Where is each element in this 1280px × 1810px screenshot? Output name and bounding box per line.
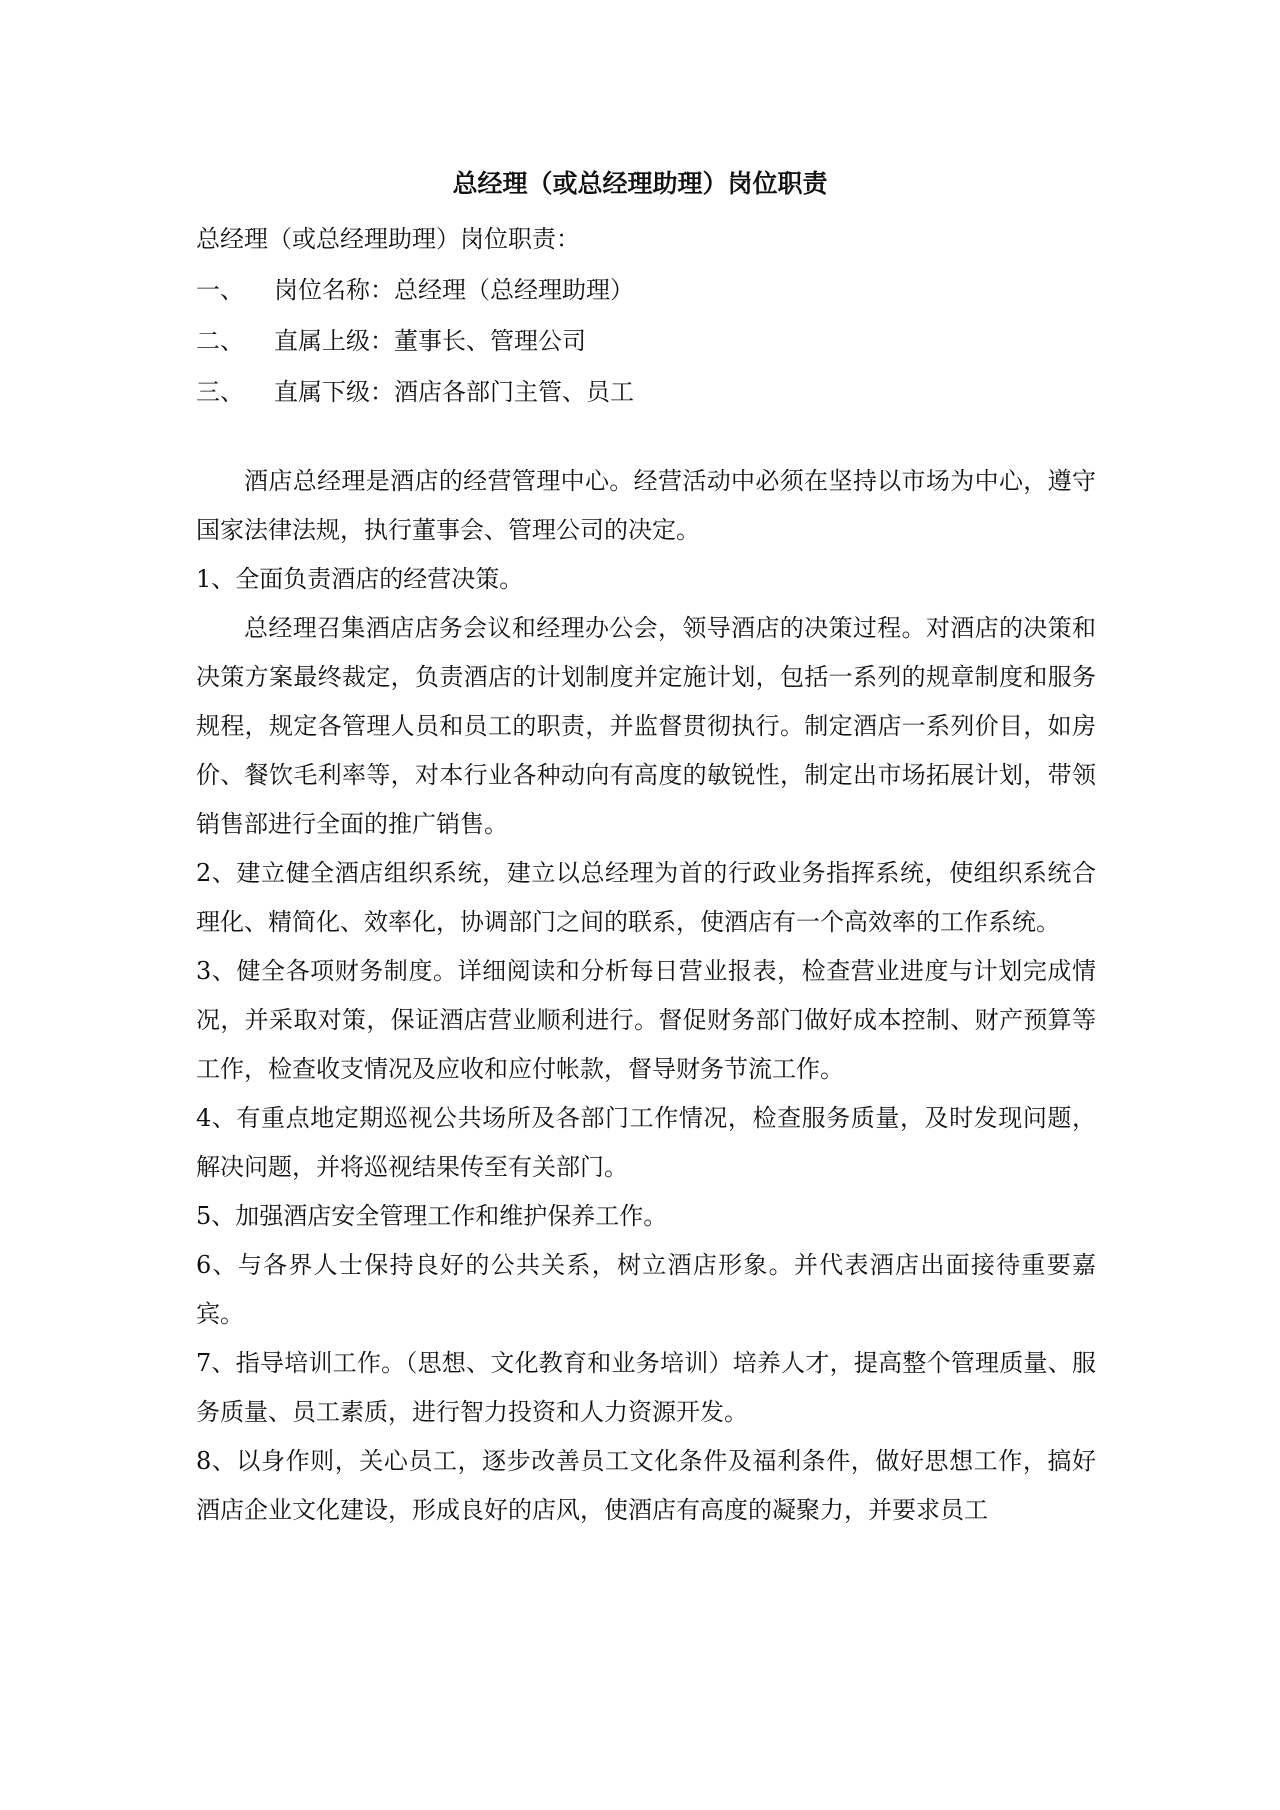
info-item-text: 直属下级：酒店各部门主管、员工	[274, 378, 634, 406]
duty-item-6: 6、与各界人士保持良好的公共关系，树立酒店形象。并代表酒店出面接待重要嘉宾。	[196, 1251, 1096, 1328]
duty-item-2: 2、建立健全酒店组织系统，建立以总经理为首的行政业务指挥系统，使组织系统合理化、精简化、效率化，协调部门之间的联系，使酒店有一个高效率的工作系统。	[196, 859, 1096, 936]
duties-body	[196, 457, 1096, 1535]
info-item-number: 一、	[196, 276, 244, 304]
info-item-text: 直属上级：董事长、管理公司	[274, 327, 586, 355]
duty-item-1: 1、全面负责酒店的经营决策。	[196, 565, 524, 593]
duty-item-5: 5、加强酒店安全管理工作和维护保养工作。	[196, 1202, 668, 1230]
info-item-number: 三、	[196, 378, 244, 406]
overview-paragraph: 酒店总经理是酒店的经营管理中心。经营活动中必须在坚持以市场为中心，遵守国家法律法规，执行董事会、管理公司的决定。	[196, 467, 1096, 544]
subtitle: 总经理（或总经理助理）岗位职责：	[196, 225, 580, 253]
info-item-superior	[196, 316, 1096, 367]
duty-item-8: 8、以身作则，关心员工，逐步改善员工文化条件及福利条件，做好思想工作，搞好酒店企业文化建设，形成良好的店风，使酒店有高度的凝聚力，并要求员工	[196, 1447, 1096, 1524]
info-item-name	[196, 265, 1096, 316]
duty-item-3: 3、健全各项财务制度。详细阅读和分析每日营业报表，检查营业进度与计划完成情况，并采取对策，保证酒店营业顺利进行。督促财务部门做好成本控制、财产预算等工作，检查收支情况及应收和应付帐款，督导财务节流工作。	[196, 957, 1096, 1083]
intro-section	[196, 214, 1096, 418]
duty-item-1-detail: 总经理召集酒店店务会议和经理办公会，领导酒店的决策过程。对酒店的决策和决策方案最终裁定，负责酒店的计划制度并定施计划，包括一系列的规章制度和服务规程，规定各管理人员和员工的职责，并监督贯彻执行。制定酒店一系列价目，如房价、餐饮毛利率等，对本行业各种动向有高度的敏锐性，制定出市场拓展计划，带领销售部进行全面的推广销售。	[196, 614, 1096, 838]
info-item-text: 岗位名称：总经理（总经理助理）	[274, 276, 634, 304]
duty-item-4: 4、有重点地定期巡视公共场所及各部门工作情况，检查服务质量，及时发现问题，解决问题，并将巡视结果传至有关部门。	[196, 1104, 1096, 1181]
info-item-subordinate	[196, 367, 1096, 418]
info-item-number: 二、	[196, 327, 244, 355]
page-title: 总经理（或总经理助理）岗位职责	[452, 169, 828, 198]
duty-item-7: 7、指导培训工作。（思想、文化教育和业务培训）培养人才，提高整个管理质量、服务质量、员工素质，进行智力投资和人力资源开发。	[196, 1349, 1096, 1426]
